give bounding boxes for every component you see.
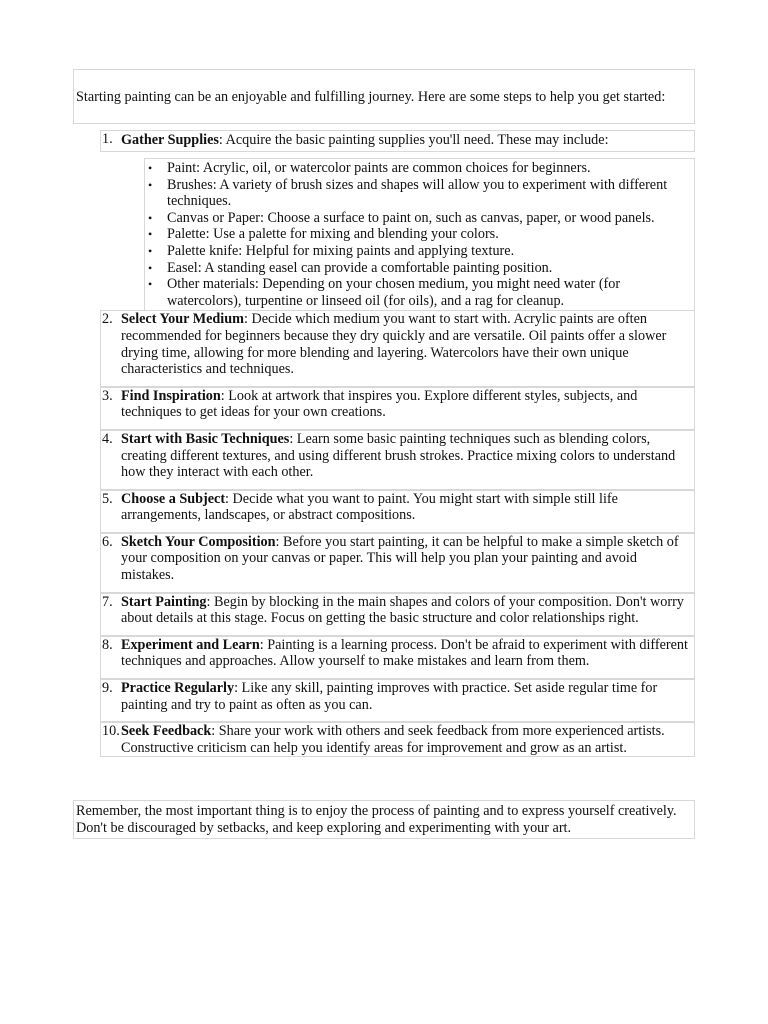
- step-number: 2.: [102, 311, 113, 328]
- step-item: [100, 387, 695, 430]
- step-text: : Before you start painting, it can be helpful to make a simple sketch of your composition on your canvas or paper. This will help you plan your painting and avoid mistakes.: [121, 533, 679, 584]
- step-item: [100, 130, 695, 152]
- supply-item: [148, 176, 690, 210]
- step-number: 9.: [102, 680, 113, 697]
- supply-text: Palette knife: Helpful for mixing paints and applying texture.: [167, 242, 515, 259]
- bullet-icon: •: [148, 260, 153, 275]
- supply-item: [148, 209, 690, 227]
- supply-text: Easel: A standing easel can provide a comfortable painting position.: [167, 259, 553, 276]
- bullet-icon: •: [148, 177, 153, 192]
- outro-box: [73, 800, 695, 839]
- step-number: 6.: [102, 533, 113, 550]
- intro-box: [73, 69, 695, 124]
- step-title: Gather Supplies: [121, 132, 219, 148]
- step-title: Find Inspiration: [121, 387, 221, 404]
- supply-text: Other materials: Depending on your chosen medium, you might need water (for watercolors), turpentine or linseed oil (for oils), and a rag for cleanup.: [167, 276, 621, 309]
- supply-item: [148, 259, 690, 277]
- step-item: [100, 310, 695, 386]
- step-title: Select Your Medium: [121, 311, 244, 328]
- step-item: [100, 722, 695, 757]
- supply-item: [148, 226, 690, 243]
- step-item: [100, 636, 695, 679]
- intro-paragraph: Starting painting can be an enjoyable and fulfilling journey. Here are some steps to help you get started:: [76, 89, 666, 105]
- step-title: Choose a Subject: [121, 490, 226, 507]
- step-number: 8.: [102, 636, 113, 653]
- step-text: : Decide what you want to paint. You might start with simple still life arrangements, landscapes, or abstract compositions.: [121, 490, 618, 524]
- step-text: : Share your work with others and seek feedback from more experienced artists. Constructive criticism can help you identify areas for improvement and grow as an artist.: [121, 723, 665, 756]
- step-text: : Like any skill, painting improves with practice. Set aside regular time for painting and try to paint as often as you can.: [121, 680, 658, 713]
- supply-item: [148, 160, 690, 177]
- bullet-icon: •: [148, 210, 153, 225]
- supply-text: Paint: Acrylic, oil, or watercolor paints are common choices for beginners.: [167, 160, 591, 176]
- step-text: : Decide which medium you want to start with. Acrylic paints are often recommended for beginners because they dry quickly and are versatile. Oil paints offer a slower drying time, allowing for more blending and layering. Watercolors have their own unique characteristics and techniques.: [121, 311, 667, 378]
- bullet-icon: •: [148, 227, 153, 242]
- step-item: [100, 533, 695, 593]
- step-number: 10.: [102, 723, 120, 740]
- step-text: : Acquire the basic painting supplies you'll need. These may include:: [218, 132, 609, 148]
- step-title: Practice Regularly: [121, 680, 235, 697]
- bullet-icon: •: [148, 277, 153, 292]
- step-number: 1.: [102, 131, 113, 147]
- supply-item: [148, 276, 690, 309]
- supply-text: Palette: Use a palette for mixing and blending your colors.: [167, 226, 499, 243]
- supplies-box: [144, 158, 695, 310]
- supply-text: Canvas or Paper: Choose a surface to paint on, such as canvas, paper, or wood panels.: [167, 209, 655, 226]
- step-title: Seek Feedback: [121, 723, 212, 740]
- outro-paragraph: Remember, the most important thing is to enjoy the process of painting and to express yourself creatively. Don't be discouraged by setbacks, and keep exploring and experimenting with your art.: [76, 803, 677, 836]
- bullet-icon: •: [148, 161, 153, 175]
- step-title: Experiment and Learn: [121, 636, 260, 653]
- supply-item: [148, 242, 690, 260]
- step-title: Start Painting: [121, 593, 207, 610]
- step-item: [100, 593, 695, 636]
- step-text: : Learn some basic painting techniques such as blending colors, creating different textures, and using different brush strokes. Practice mixing colors to understand how they interact with each other.: [121, 430, 676, 481]
- step-title: Sketch Your Composition: [121, 533, 276, 550]
- supply-text: Brushes: A variety of brush sizes and shapes will allow you to experiment with different techniques.: [167, 176, 668, 210]
- step-number: 3.: [102, 387, 113, 404]
- step-number: 5.: [102, 490, 113, 507]
- step-number: 7.: [102, 593, 113, 610]
- step-text: : Begin by blocking in the main shapes and colors of your composition. Don't worry about details at this stage. Focus on getting the basic structure and color relationships right.: [121, 593, 684, 627]
- step-item: [100, 430, 695, 490]
- step-title: Start with Basic Techniques: [121, 430, 290, 447]
- supplies-list: [148, 160, 690, 309]
- step-text: : Look at artwork that inspires you. Explore different styles, subjects, and techniques to get ideas for your own creations.: [121, 387, 638, 421]
- step-item: [100, 490, 695, 533]
- step-number: 4.: [102, 430, 113, 447]
- steps-list: [100, 130, 695, 757]
- step-item: [100, 679, 695, 722]
- step-text: : Painting is a learning process. Don't be afraid to experiment with different techniques and approaches. Allow yourself to make mistakes and learn from them.: [121, 636, 688, 670]
- bullet-icon: •: [148, 243, 153, 258]
